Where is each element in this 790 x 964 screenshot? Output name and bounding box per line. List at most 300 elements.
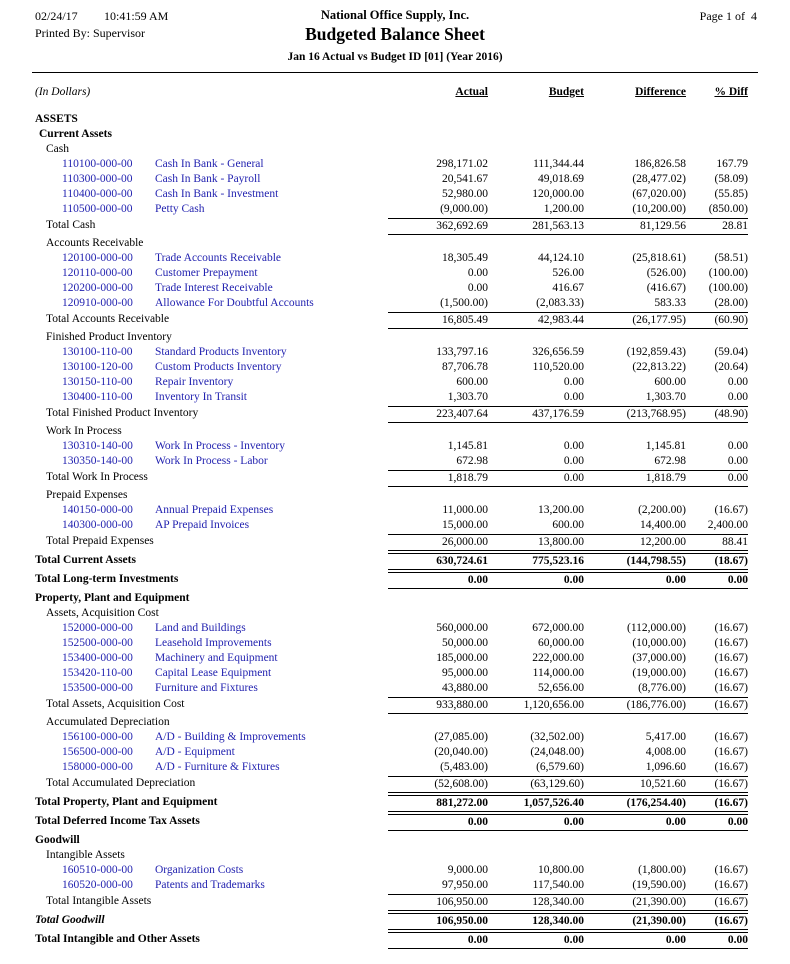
pct-diff-value: (58.51) xyxy=(714,252,748,264)
account-number-link[interactable]: 130310-140-00 xyxy=(62,440,133,452)
pct-diff-value xyxy=(686,848,748,863)
row-label: Total Intangible Assets xyxy=(46,895,152,907)
account-name-link[interactable]: Standard Products Inventory xyxy=(155,346,287,358)
actual-value: 672.98 xyxy=(456,455,488,467)
report-row xyxy=(0,390,790,405)
row-label-area xyxy=(35,454,388,469)
budget-value: 1,057,526.40 xyxy=(523,797,584,809)
actual-value: 20,541.67 xyxy=(442,173,488,185)
account-name-link[interactable]: Customer Prepayment xyxy=(155,267,258,279)
account-name-link[interactable]: Organization Costs xyxy=(155,864,244,876)
difference-value: (19,590.00) xyxy=(632,879,686,891)
actual-value: 298,171.02 xyxy=(436,158,488,170)
report-row xyxy=(0,894,790,911)
difference-value xyxy=(584,236,686,251)
difference-value: 5,417.00 xyxy=(645,731,686,743)
difference-value: (37,000.00) xyxy=(632,652,686,664)
report-row xyxy=(0,375,790,390)
budget-value xyxy=(488,142,584,157)
budget-value: 672,000.00 xyxy=(532,622,584,634)
budget-value: 13,800.00 xyxy=(538,536,584,548)
row-values xyxy=(388,553,748,570)
actual-value xyxy=(388,424,488,439)
report-row xyxy=(0,814,790,831)
pct-diff-value: (16.67) xyxy=(714,746,748,758)
report-row xyxy=(0,312,790,329)
difference-value: 600.00 xyxy=(654,376,686,388)
report-row xyxy=(0,488,790,503)
report-row xyxy=(0,518,790,533)
actual-value xyxy=(388,606,488,621)
pct-diff-value xyxy=(686,142,748,157)
pct-diff-value: (16.67) xyxy=(714,652,748,664)
row-label-area xyxy=(35,439,388,454)
row-label: Total Intangible and Other Assets xyxy=(35,933,200,945)
row-label-area xyxy=(35,932,388,949)
account-name-link[interactable]: Work In Process - Inventory xyxy=(155,440,286,452)
budget-value xyxy=(488,424,584,439)
actual-value: 1,818.79 xyxy=(447,472,488,484)
pct-diff-value: (16.67) xyxy=(714,896,748,908)
row-label-area xyxy=(35,715,388,730)
account-name-link[interactable]: Trade Interest Receivable xyxy=(155,282,273,294)
row-label-area xyxy=(35,312,388,329)
actual-value xyxy=(388,236,488,251)
row-label-area xyxy=(35,296,388,311)
difference-value: (526.00) xyxy=(646,267,686,279)
difference-value: 583.33 xyxy=(654,297,686,309)
account-name-link[interactable]: Capital Lease Equipment xyxy=(155,667,272,679)
budget-value: 0.00 xyxy=(563,376,584,388)
report-row xyxy=(0,296,790,311)
row-values xyxy=(388,142,748,157)
account-number-link[interactable]: 120100-000-00 xyxy=(62,252,133,264)
unit-label: (In Dollars) xyxy=(35,86,91,98)
difference-value: (8,776.00) xyxy=(638,682,686,694)
pct-diff-value xyxy=(686,330,748,345)
pct-diff-value: 2,400.00 xyxy=(707,519,748,531)
account-name-link[interactable]: Annual Prepaid Expenses xyxy=(155,504,274,516)
row-label: Work In Process xyxy=(46,425,122,437)
account-number-link[interactable]: 153420-110-00 xyxy=(62,667,133,679)
row-values xyxy=(388,296,748,311)
row-label: Total Accounts Receivable xyxy=(46,313,170,325)
column-header-pct-diff: % Diff xyxy=(714,86,748,98)
pct-diff-value: (16.67) xyxy=(714,667,748,679)
row-label-area xyxy=(35,360,388,375)
budget-value: 49,018.69 xyxy=(538,173,584,185)
row-label-area xyxy=(35,424,388,439)
report-row xyxy=(0,863,790,878)
pct-diff-value: 0.00 xyxy=(727,816,748,828)
report-row xyxy=(0,745,790,760)
row-label: Total Prepaid Expenses xyxy=(46,535,154,547)
account-number-link[interactable]: 120110-000-00 xyxy=(62,267,133,279)
row-label: Finished Product Inventory xyxy=(46,331,172,343)
pct-diff-value: (850.00) xyxy=(708,203,748,215)
report-row xyxy=(0,651,790,666)
account-number-link[interactable]: 158000-000-00 xyxy=(62,761,133,773)
budget-value: 111,344.44 xyxy=(533,158,584,170)
account-number-link[interactable]: 120910-000-00 xyxy=(62,297,133,309)
difference-value: (26,177.95) xyxy=(632,314,686,326)
account-number-link[interactable]: 110300-000-00 xyxy=(62,173,133,185)
difference-value xyxy=(584,848,686,863)
report-row xyxy=(0,424,790,439)
account-number-link[interactable]: 130100-120-00 xyxy=(62,361,133,373)
budget-value: 526.00 xyxy=(552,267,584,279)
difference-value: 4,008.00 xyxy=(645,746,686,758)
actual-value: 11,000.00 xyxy=(442,504,488,516)
budget-value xyxy=(488,833,584,848)
pct-diff-value: 0.00 xyxy=(727,574,748,586)
pct-diff-value: (20.64) xyxy=(714,361,748,373)
pct-diff-value: (16.67) xyxy=(714,637,748,649)
report-time: 10:41:59 AM xyxy=(104,9,169,23)
row-values xyxy=(388,715,748,730)
actual-value: (9,000.00) xyxy=(440,203,488,215)
row-label-area xyxy=(35,730,388,745)
pct-diff-value xyxy=(686,606,748,621)
account-name-link[interactable]: Cash In Bank - Payroll xyxy=(155,173,261,185)
budget-value: 42,983.44 xyxy=(538,314,584,326)
actual-value: (20,040.00) xyxy=(434,746,488,758)
row-values xyxy=(388,666,748,681)
pct-diff-value: (59.04) xyxy=(714,346,748,358)
row-label-area xyxy=(35,913,388,930)
pct-diff-value: (48.90) xyxy=(714,408,748,420)
row-values xyxy=(388,312,748,329)
account-number-link[interactable]: 140150-000-00 xyxy=(62,504,133,516)
pct-diff-value: (16.67) xyxy=(714,699,748,711)
row-label-area xyxy=(35,666,388,681)
difference-value: 14,400.00 xyxy=(640,519,686,531)
row-label: Prepaid Expenses xyxy=(46,489,128,501)
actual-value: 106,950.00 xyxy=(436,896,488,908)
row-values xyxy=(388,833,748,848)
account-name-link[interactable]: A/D - Equipment xyxy=(155,746,235,758)
pct-diff-value: 0.00 xyxy=(727,391,748,403)
row-values xyxy=(388,795,748,812)
row-values xyxy=(388,112,748,127)
actual-value: 15,000.00 xyxy=(442,519,488,531)
row-values xyxy=(388,681,748,696)
account-number-link[interactable]: 130150-110-00 xyxy=(62,376,133,388)
actual-value: (1,500.00) xyxy=(440,297,488,309)
pct-diff-value: (16.67) xyxy=(714,864,748,876)
row-label: ASSETS xyxy=(35,113,78,125)
row-label-area xyxy=(35,878,388,893)
row-values xyxy=(388,187,748,202)
pct-diff-value: 28.81 xyxy=(722,220,748,232)
report-row xyxy=(0,345,790,360)
difference-value: (144,798.55) xyxy=(626,555,686,567)
difference-value: 186,826.58 xyxy=(634,158,686,170)
row-values xyxy=(388,878,748,893)
report-row xyxy=(0,157,790,172)
row-values xyxy=(388,424,748,439)
account-number-link[interactable]: 153500-000-00 xyxy=(62,682,133,694)
budget-value: 10,800.00 xyxy=(538,864,584,876)
difference-value: (192,859.43) xyxy=(626,346,686,358)
account-name-link[interactable]: Custom Products Inventory xyxy=(155,361,282,373)
difference-value: (213,768.95) xyxy=(626,408,686,420)
account-number-link[interactable]: 110500-000-00 xyxy=(62,203,133,215)
difference-value xyxy=(584,606,686,621)
difference-value xyxy=(584,591,686,606)
account-number-link[interactable]: 156100-000-00 xyxy=(62,731,133,743)
row-values xyxy=(388,760,748,775)
pct-diff-value: (16.67) xyxy=(714,778,748,790)
difference-value: 1,145.81 xyxy=(645,440,686,452)
actual-value: 97,950.00 xyxy=(442,879,488,891)
row-label-area xyxy=(35,406,388,423)
budget-value: 416.67 xyxy=(552,282,584,294)
account-number-link[interactable]: 110400-000-00 xyxy=(62,188,133,200)
budget-value xyxy=(488,112,584,127)
report-row xyxy=(0,406,790,423)
difference-value: (10,200.00) xyxy=(632,203,686,215)
row-label-area xyxy=(35,814,388,831)
actual-value: 106,950.00 xyxy=(436,915,488,927)
difference-value: (1,800.00) xyxy=(638,864,686,876)
row-label: Intangible Assets xyxy=(46,849,125,861)
row-label: Total Property, Plant and Equipment xyxy=(35,796,218,808)
difference-value: (28,477.02) xyxy=(632,173,686,185)
account-name-link[interactable]: Furniture and Fixtures xyxy=(155,682,258,694)
account-number-link[interactable]: 160510-000-00 xyxy=(62,864,133,876)
row-label-area xyxy=(35,697,388,714)
account-name-link[interactable]: Machinery and Equipment xyxy=(155,652,278,664)
pct-diff-value: (55.85) xyxy=(714,188,748,200)
budget-value: 128,340.00 xyxy=(532,896,584,908)
report-row xyxy=(0,330,790,345)
budget-value xyxy=(488,848,584,863)
budget-value: 0.00 xyxy=(563,574,584,586)
row-label-area xyxy=(35,760,388,775)
report-row xyxy=(0,439,790,454)
row-label-area xyxy=(35,142,388,157)
pct-diff-value xyxy=(686,127,748,142)
row-label-area xyxy=(35,236,388,251)
difference-value: (112,000.00) xyxy=(627,622,686,634)
account-name-link[interactable]: Petty Cash xyxy=(155,203,205,215)
row-label-area xyxy=(35,375,388,390)
row-label: Accounts Receivable xyxy=(46,237,144,249)
row-label: Total Finished Product Inventory xyxy=(46,407,199,419)
actual-value: 0.00 xyxy=(467,934,488,946)
row-label-area xyxy=(35,266,388,281)
account-name-link[interactable]: Repair Inventory xyxy=(155,376,234,388)
account-name-link[interactable]: A/D - Building & Improvements xyxy=(155,731,306,743)
actual-value: 87,706.78 xyxy=(442,361,488,373)
difference-value xyxy=(584,833,686,848)
account-name-link[interactable]: Leasehold Improvements xyxy=(155,637,272,649)
account-name-link[interactable]: A/D - Furniture & Fixtures xyxy=(155,761,280,773)
row-label-area xyxy=(35,112,388,127)
pct-diff-value: 88.41 xyxy=(722,536,748,548)
report-row xyxy=(0,666,790,681)
pct-diff-value: (100.00) xyxy=(708,282,748,294)
row-label: Total Deferred Income Tax Assets xyxy=(35,815,200,827)
difference-value: (416.67) xyxy=(646,282,686,294)
difference-value: (21,390.00) xyxy=(632,915,686,927)
actual-value: 223,407.64 xyxy=(436,408,488,420)
budget-value xyxy=(488,715,584,730)
pct-diff-value: 167.79 xyxy=(716,158,748,170)
actual-value xyxy=(388,488,488,503)
difference-value: 0.00 xyxy=(665,934,686,946)
report-row xyxy=(0,218,790,235)
account-number-link[interactable]: 153400-000-00 xyxy=(62,652,133,664)
account-number-link[interactable]: 120200-000-00 xyxy=(62,282,133,294)
report-title: Budgeted Balance Sheet xyxy=(305,24,485,44)
account-number-link[interactable]: 152500-000-00 xyxy=(62,637,133,649)
account-number-link[interactable]: 140300-000-00 xyxy=(62,519,133,531)
actual-value: 933,880.00 xyxy=(436,699,488,711)
row-label-area xyxy=(35,553,388,570)
row-label-area xyxy=(35,518,388,533)
budget-value: 114,000.00 xyxy=(532,667,584,679)
row-label-area xyxy=(35,894,388,911)
budget-value xyxy=(488,488,584,503)
difference-value: 1,818.79 xyxy=(645,472,686,484)
row-label-area xyxy=(35,187,388,202)
row-label: Total Current Assets xyxy=(35,554,136,566)
actual-value: 0.00 xyxy=(467,574,488,586)
pct-diff-value: (16.67) xyxy=(714,504,748,516)
report-row xyxy=(0,187,790,202)
budget-value xyxy=(488,591,584,606)
budget-value xyxy=(488,330,584,345)
row-label-area xyxy=(35,745,388,760)
budget-value: 222,000.00 xyxy=(532,652,584,664)
difference-value xyxy=(584,488,686,503)
row-label: Total Cash xyxy=(46,219,96,231)
row-label-area xyxy=(35,833,388,848)
actual-value xyxy=(388,591,488,606)
row-label-area xyxy=(35,218,388,235)
row-values xyxy=(388,894,748,911)
account-number-link[interactable]: 130100-110-00 xyxy=(62,346,133,358)
account-number-link[interactable]: 110100-000-00 xyxy=(62,158,133,170)
actual-value: 600.00 xyxy=(456,376,488,388)
account-name-link[interactable]: Cash In Bank - Investment xyxy=(155,188,279,200)
account-number-link[interactable]: 156500-000-00 xyxy=(62,746,133,758)
actual-value: 50,000.00 xyxy=(442,637,488,649)
report-row xyxy=(0,681,790,696)
pct-diff-value: (100.00) xyxy=(708,267,748,279)
account-name-link[interactable]: Trade Accounts Receivable xyxy=(155,252,282,264)
report-row xyxy=(0,591,790,606)
report-row xyxy=(0,795,790,812)
actual-value xyxy=(388,112,488,127)
account-name-link[interactable]: AP Prepaid Invoices xyxy=(155,519,250,531)
report-row xyxy=(0,202,790,217)
account-name-link[interactable]: Patents and Trademarks xyxy=(155,879,265,891)
account-name-link[interactable]: Allowance For Doubtful Accounts xyxy=(155,297,314,309)
row-values xyxy=(388,848,748,863)
row-label: Total Long-term Investments xyxy=(35,573,179,585)
account-name-link[interactable]: Work In Process - Labor xyxy=(155,455,268,467)
actual-value: (27,085.00) xyxy=(434,731,488,743)
budget-value: 281,563.13 xyxy=(532,220,584,232)
actual-value: 185,000.00 xyxy=(436,652,488,664)
account-number-link[interactable]: 160520-000-00 xyxy=(62,879,133,891)
row-values xyxy=(388,439,748,454)
row-label-area xyxy=(35,606,388,621)
account-name-link[interactable]: Inventory In Transit xyxy=(155,391,247,403)
account-number-link[interactable]: 152000-000-00 xyxy=(62,622,133,634)
difference-value xyxy=(584,142,686,157)
row-label-area xyxy=(35,157,388,172)
difference-value: (21,390.00) xyxy=(632,896,686,908)
row-label-area xyxy=(35,776,388,793)
budget-value: 44,124.10 xyxy=(538,252,584,264)
difference-value: (2,200.00) xyxy=(638,504,686,516)
difference-value: (67,020.00) xyxy=(632,188,686,200)
row-values xyxy=(388,730,748,745)
pct-diff-value: (16.67) xyxy=(714,731,748,743)
actual-value xyxy=(388,833,488,848)
row-values xyxy=(388,572,748,589)
row-values xyxy=(388,488,748,503)
budget-value: (32,502.00) xyxy=(530,731,584,743)
row-label: Property, Plant and Equipment xyxy=(35,592,190,604)
budget-value: 437,176.59 xyxy=(532,408,584,420)
pct-diff-value xyxy=(686,236,748,251)
actual-value: 0.00 xyxy=(467,267,488,279)
actual-value: 16,805.49 xyxy=(442,314,488,326)
row-values xyxy=(388,345,748,360)
row-label-area xyxy=(35,848,388,863)
row-values xyxy=(388,518,748,533)
budget-value: 326,656.59 xyxy=(532,346,584,358)
row-label-area xyxy=(35,172,388,187)
report-date: 02/24/17 xyxy=(35,9,78,23)
budget-value: (63,129.60) xyxy=(530,778,584,790)
account-number-link[interactable]: 130400-110-00 xyxy=(62,391,133,403)
budget-value: 0.00 xyxy=(563,816,584,828)
actual-value: 1,303.70 xyxy=(447,391,488,403)
pct-diff-value: (16.67) xyxy=(714,682,748,694)
row-label-area xyxy=(35,345,388,360)
budget-value xyxy=(488,236,584,251)
account-number-link[interactable]: 130350-140-00 xyxy=(62,455,133,467)
row-label-area xyxy=(35,572,388,589)
actual-value: 1,145.81 xyxy=(447,440,488,452)
report-row xyxy=(0,503,790,518)
pct-diff-value: 0.00 xyxy=(727,440,748,452)
report-row xyxy=(0,715,790,730)
row-label: Total Work In Process xyxy=(46,471,148,483)
pct-diff-value xyxy=(686,424,748,439)
budget-value: 52,656.00 xyxy=(538,682,584,694)
row-values xyxy=(388,636,748,651)
difference-value xyxy=(584,330,686,345)
report-row xyxy=(0,127,790,142)
difference-value xyxy=(584,715,686,730)
account-name-link[interactable]: Cash In Bank - General xyxy=(155,158,264,170)
account-name-link[interactable]: Land and Buildings xyxy=(155,622,246,634)
pct-diff-value xyxy=(686,112,748,127)
row-values xyxy=(388,375,748,390)
row-values xyxy=(388,390,748,405)
row-label-area xyxy=(35,651,388,666)
report-row xyxy=(0,697,790,714)
row-values xyxy=(388,172,748,187)
pct-diff-value: (28.00) xyxy=(714,297,748,309)
